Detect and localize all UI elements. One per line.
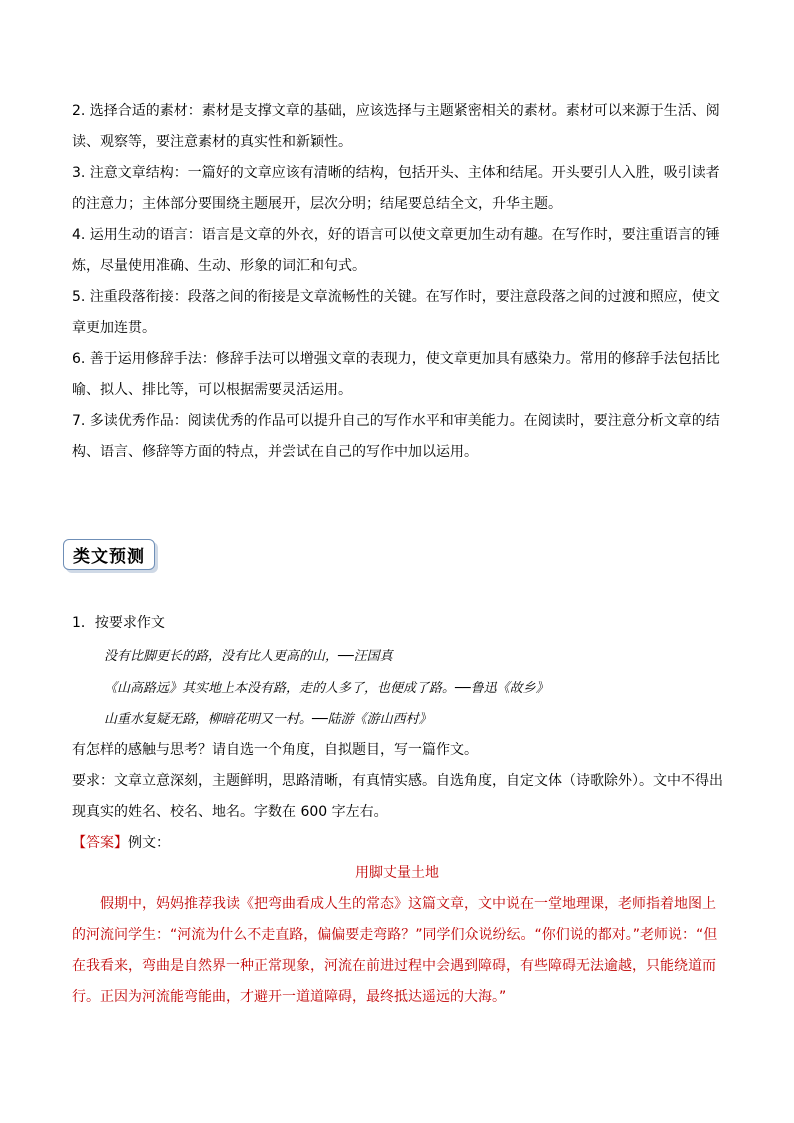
answer-label-suffix: 例文： [128,835,170,851]
tip-line: 炼，尽量使用准确、生动、形象的词汇和句式。 [72,258,366,274]
essay-line: 假期中，妈妈推荐我读《把弯曲看成人生的常态》这篇文章，文中说在一堂地理课，老师指着地图上 [72,896,716,912]
tip-line: 6. 善于运用修辞手法：修辞手法可以增强文章的表现力，使文章更加具有感染力。常用的修辞手法包括比 [72,351,720,367]
requirement-line: 现真实的姓名、校名、地名。字数在 600 字左右。 [72,804,388,820]
tip-line: 读、观察等，要注意素材的真实性和新颖性。 [72,134,352,150]
quote-line: 《山高路远》其实地上本没有路，走的人多了，也便成了路。──鲁迅《故乡》 [104,681,549,696]
essay-line: 行。正因为河流能弯能曲，才避开一道道障碍，最终抵达遥远的大海。” [72,989,507,1005]
essay-title: 用脚丈量土地 [355,865,439,881]
question-title: 1．按要求作文 [72,615,165,631]
answer-label [72,832,170,852]
essay-line: 在我看来，弯曲是自然界一种正常现象，河流在前进过程中会遇到障碍，有些障碍无法逾越，只能绕道而 [72,958,716,974]
tip-line: 章更加连贯。 [72,320,156,336]
tip-line: 的注意力；主体部分要围绕主题展开，层次分明；结尾要总结全文，升华主题。 [72,196,562,212]
essay-line: 的河流问学生：“河流为什么不走直路，偏偏要走弯路？”同学们众说纷纭。“你们说的都对。”老师说：“但 [72,927,718,943]
section-heading [63,539,155,570]
tip-line: 构、语言、修辞等方面的特点，并尝试在自己的写作中加以运用。 [72,444,478,460]
quote-line: 没有比脚更长的路，没有比人更高的山，──汪国真 [104,649,393,664]
writing-tips [72,96,724,468]
tip-line: 3. 注意文章结构：一篇好的文章应该有清晰的结构，包括开头、主体和结尾。开头要引人入胜，吸引读者 [72,165,720,181]
tip-line: 喻、拟人、排比等，可以根据需要灵活运用。 [72,382,352,398]
requirement-line: 要求：文章立意深刻，主题鲜明，思路清晰，有真情实感。自选角度，自定文体（诗歌除外）。文中不得出 [72,773,723,789]
section-heading-text: 类文预测 [73,547,145,567]
quote-line: 山重水复疑无路，柳暗花明又一村。──陆游《游山西村》 [104,712,432,727]
question-prompt: 有怎样的感触与思考？请自选一个角度，自拟题目，写一篇作文。 [72,742,478,758]
tip-line: 4. 运用生动的语言：语言是文章的外衣，好的语言可以使文章更加生动有趣。在写作时，要注重语言的锤 [72,227,720,243]
tip-line: 2. 选择合适的素材：素材是支撑文章的基础，应该选择与主题紧密相关的素材。素材可以来源于生活、阅 [72,103,720,119]
answer-bracket: 【答案】 [72,835,128,851]
tip-line: 5. 注重段落衔接：段落之间的衔接是文章流畅性的关键。在写作时，要注意段落之间的过渡和照应，使文 [72,289,720,305]
tip-line: 7. 多读优秀作品：阅读优秀的作品可以提升自己的写作水平和审美能力。在阅读时，要注意分析文章的结 [72,413,720,429]
essay-body [72,889,724,1013]
